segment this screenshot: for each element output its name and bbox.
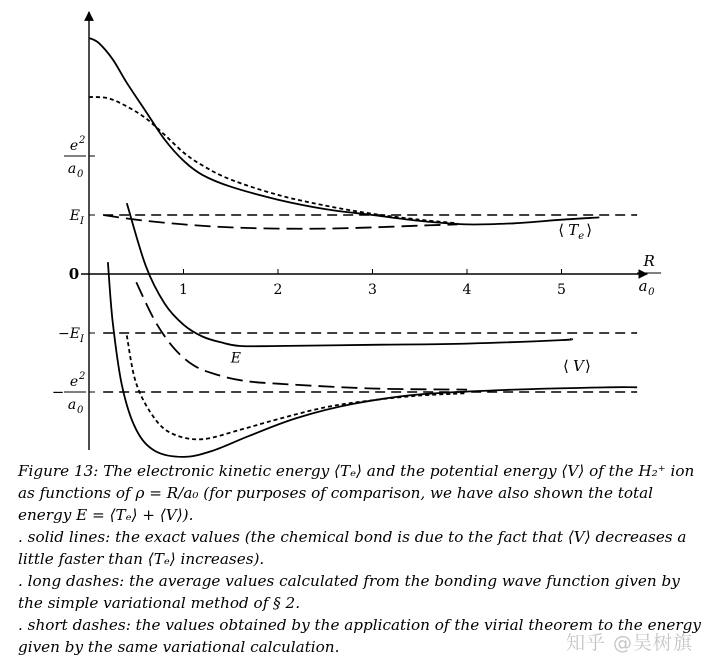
y-tick-label-denominator: a bbox=[67, 161, 77, 177]
x-axis-label-denominator: a bbox=[638, 277, 648, 295]
x-tick-label-4: 4 bbox=[462, 282, 472, 298]
y-tick-label-sub-1: I bbox=[80, 216, 84, 227]
annotation-1: E bbox=[230, 350, 241, 367]
x-tick-label-2: 2 bbox=[273, 282, 283, 298]
series-layer bbox=[89, 38, 637, 457]
x-axis-label-denominator-sub: 0 bbox=[648, 287, 655, 298]
watermark: 知乎 @吴树旗 bbox=[566, 632, 694, 654]
y-tick-label-denominator-sub: 0 bbox=[77, 169, 84, 180]
x-tick-label-5: 5 bbox=[557, 282, 566, 298]
reference-lines bbox=[103, 215, 637, 392]
y-tick-label-minus: − bbox=[51, 383, 65, 401]
series-E-solid-3 bbox=[127, 203, 572, 346]
x-tick-label-3: 3 bbox=[368, 282, 377, 298]
series-T_e-short-dash-1 bbox=[89, 97, 458, 223]
labels bbox=[52, 135, 661, 416]
annotation-2: V bbox=[572, 356, 584, 375]
y-tick-label-numerator-sup: 2 bbox=[79, 135, 86, 146]
y-tick-label-denominator: a bbox=[67, 397, 77, 413]
x-tick-label-1: 1 bbox=[179, 282, 188, 298]
annotation-0: T bbox=[568, 221, 579, 240]
annotation-sub-0: e bbox=[578, 231, 585, 243]
y-tick-label-denominator-sub: 0 bbox=[77, 405, 84, 416]
annotation-bracket-right-2: ⟩ bbox=[584, 356, 591, 375]
caption-line-1: Figure 13: The electronic kinetic energy ⟨Tₑ⟩ and the potential energy ⟨V⟩ of the H₂⁺ ion as functions of ρ = R/a₀ (for purposes of comparison, we have also shown the total energy E = ⟨Tₑ⟩ + ⟨V⟩). bbox=[18, 462, 695, 524]
y-tick-label-2: −E bbox=[58, 326, 80, 342]
y-tick-label-numerator-sup: 2 bbox=[79, 371, 86, 382]
y-tick-label-1: E bbox=[69, 208, 80, 224]
y-tick-label-numerator: e bbox=[69, 138, 79, 154]
series-V-short-dash-6 bbox=[127, 335, 467, 439]
caption-line-3: . long dashes: the average values calculated from the bonding wave function given by the simple variational method of § 2. bbox=[18, 572, 680, 612]
caption-line-4: . short dashes: the values obtained by the application of the virial theorem to the energy given by the same variational calculation. bbox=[18, 616, 701, 656]
y-tick-label-zero: 0 bbox=[68, 265, 80, 283]
caption-line-2: . solid lines: the exact values (the chemical bond is due to the fact that ⟨V⟩ decreases a little faster than ⟨Tₑ⟩ increases). bbox=[18, 528, 687, 568]
y-tick-label-numerator: e bbox=[69, 374, 79, 390]
y-tick-label-sub-2: I bbox=[80, 334, 84, 345]
series-E-long-dash-4 bbox=[136, 282, 467, 389]
annotation-bracket-left-2: ⟨ bbox=[562, 356, 569, 375]
series-T_e-solid-0 bbox=[89, 38, 599, 225]
annotation-bracket-right-0: ⟩ bbox=[586, 221, 593, 240]
annotation-bracket-left-0: ⟨ bbox=[558, 221, 565, 240]
x-axis-label-numerator: R bbox=[643, 252, 655, 270]
